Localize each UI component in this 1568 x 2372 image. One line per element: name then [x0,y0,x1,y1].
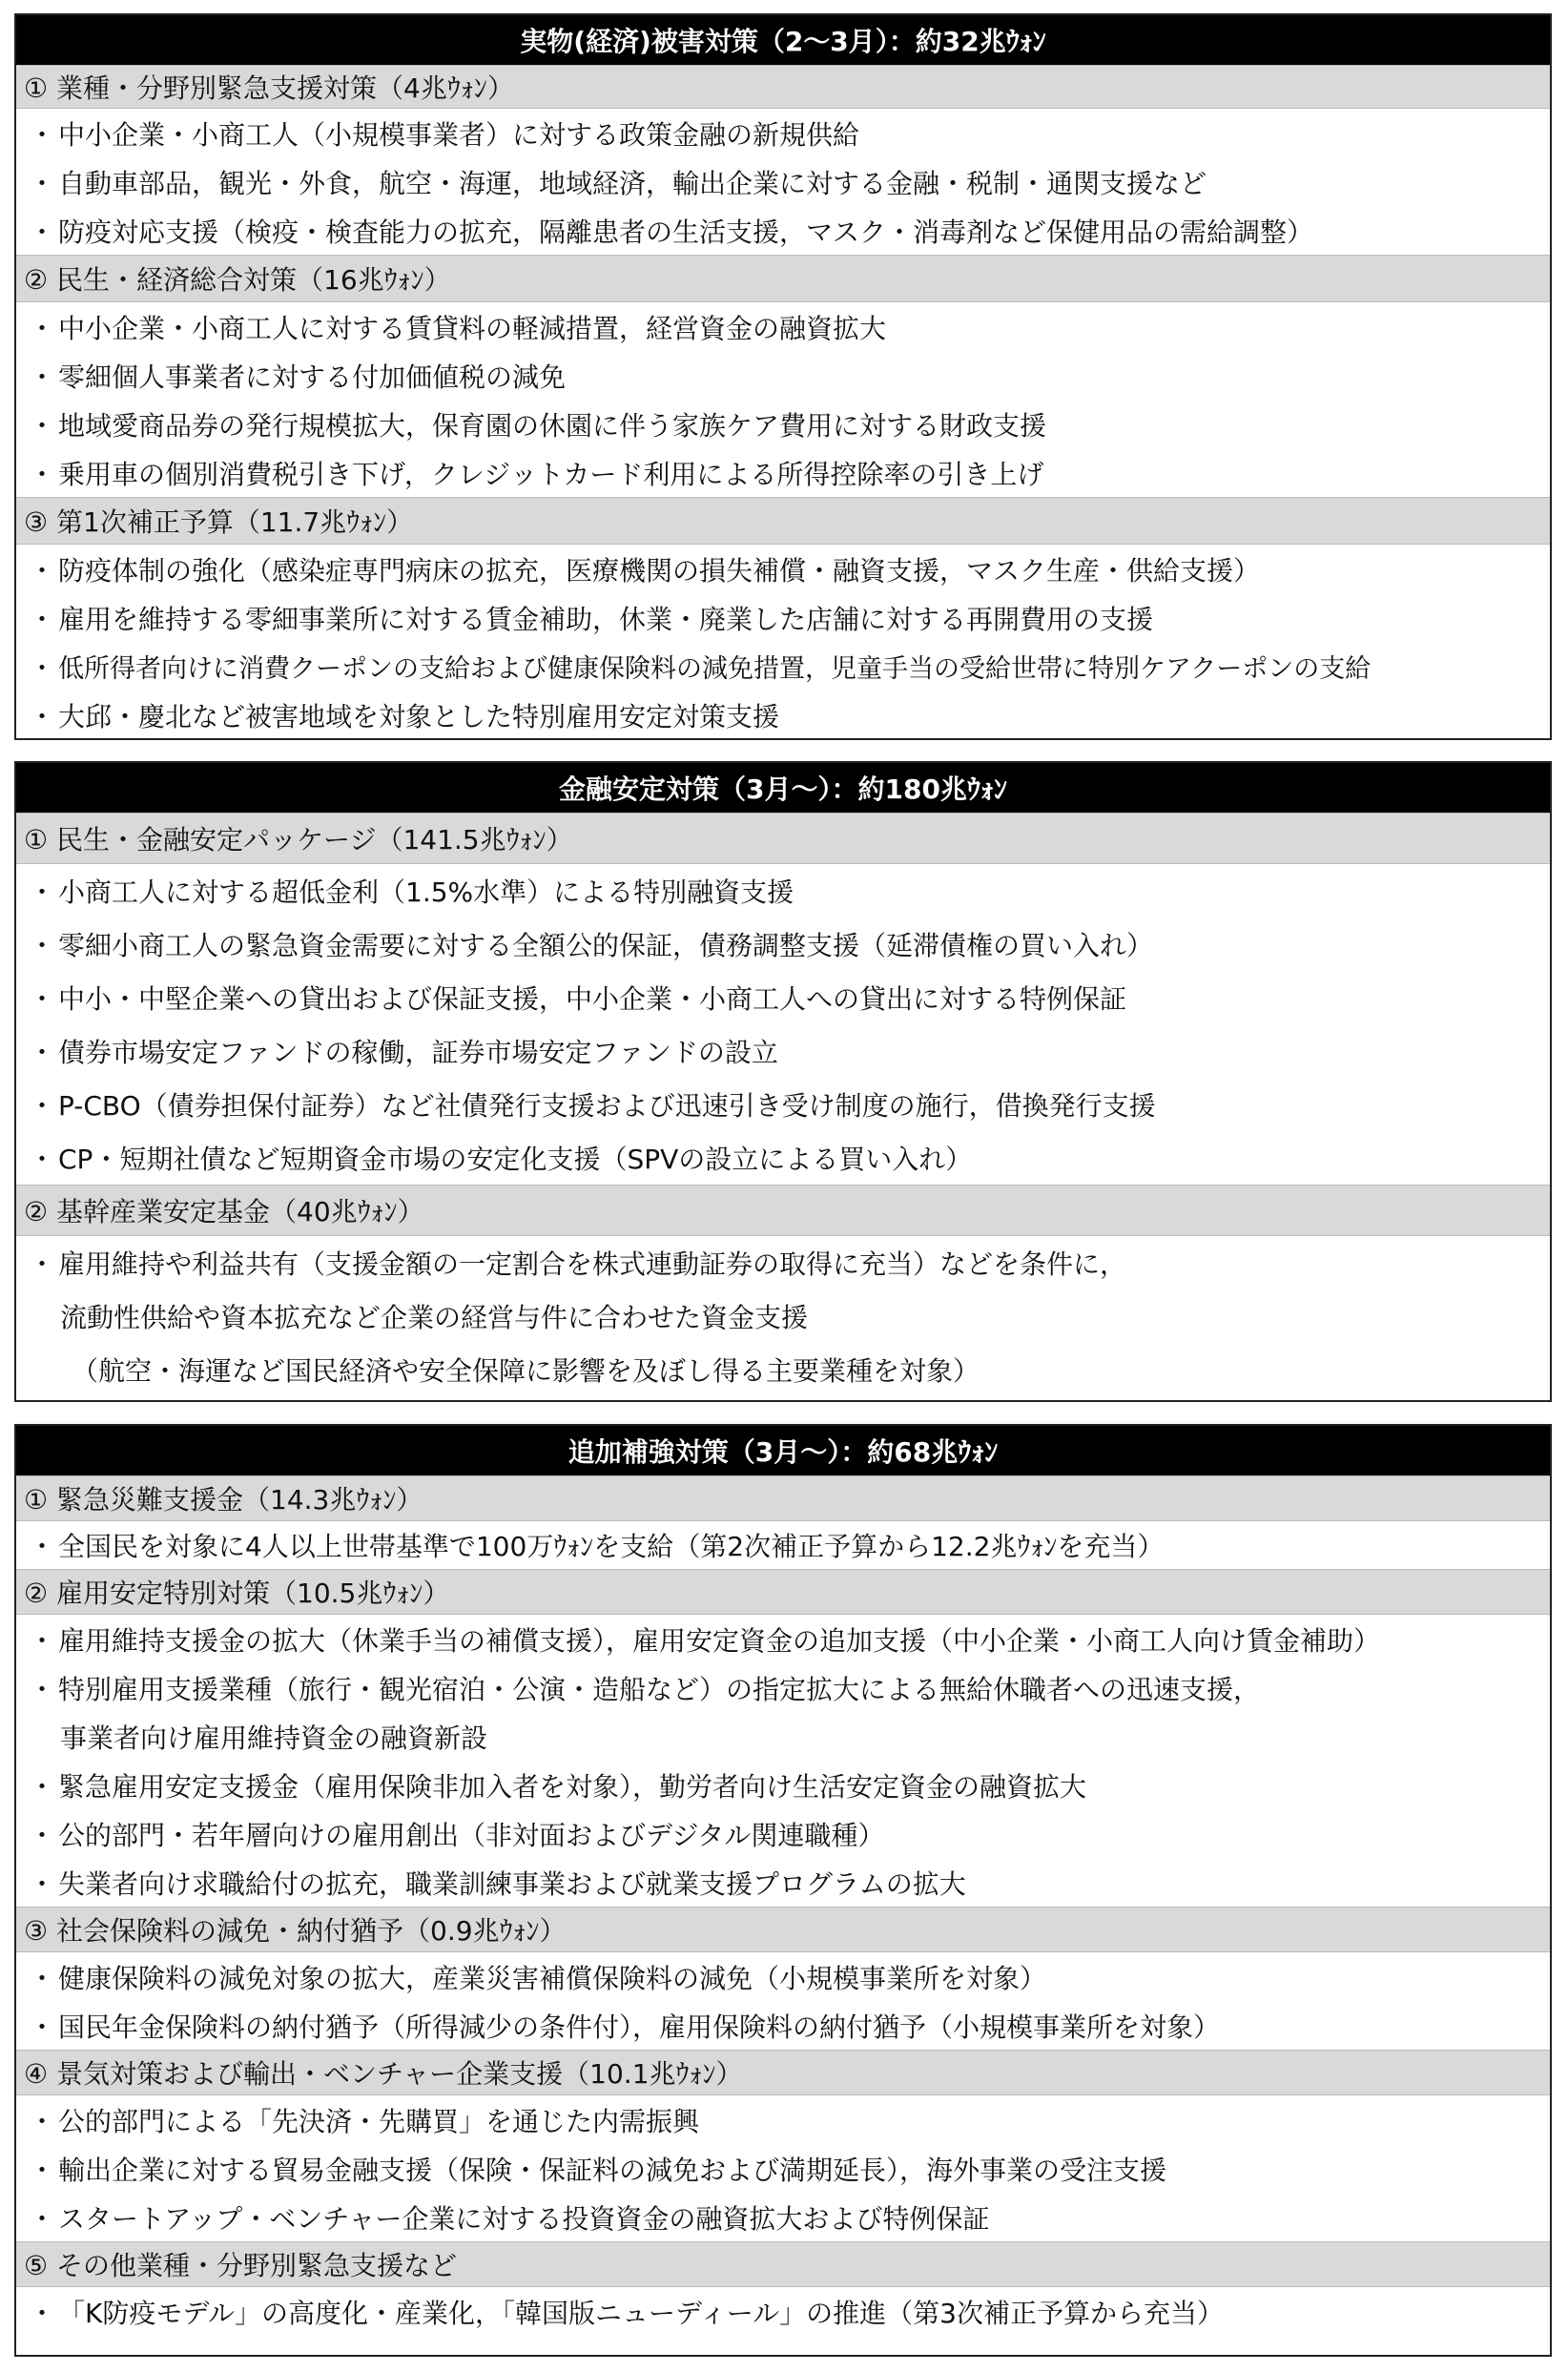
list-item: ・ 乗用車の個別消費税引き下げ，クレジットカード利用による所得控除率の引き上げ [28,458,1044,490]
list-item: ・ 防疫体制の強化（感染症専門病床の拡充，医療機関の損失補償・融資支援，マスク生産・供給支援） [28,554,1261,587]
list-item: ・ 零細小商工人の緊急資金需要に対する全額公的保証，債務調整支援（延滞債権の買い入れ） [28,930,1154,961]
section-head: ③ 第1次補正予算（11.7兆ｳｫﾝ） [16,497,1550,545]
list-item: ・ 失業者向け求職給付の拡充，職業訓練事業および就業支援プログラムの拡大 [28,1867,966,1900]
list-item: ・ 中小企業・小商工人に対する賃貸料の軽減措置，経営資金の融資拡大 [28,312,887,344]
list-item: ・ 全国民を対象に4人以上世帯基準で100万ｳｫﾝを支給（第2次補正予算から12.2兆ｳｫﾝを充当） [28,1531,1165,1562]
list-item: ・ 債券市場安定ファンドの稼働，証券市場安定ファンドの設立 [28,1037,778,1068]
section-head: ① 業種・分野別緊急支援対策（4兆ｳｫﾝ） [16,65,1550,109]
list-item: ・ 小商工人に対する超低金利（1.5%水準）による特別融資支援 [28,877,794,908]
section-head: ③ 社会保険料の減免・納付猶予（0.9兆ｳｫﾝ） [16,1907,1550,1952]
section-head: ② 雇用安定特別対策（10.5兆ｳｫﾝ） [16,1569,1550,1615]
list-item: ・ P-CBO（債券担保付証券）など社債発行支援および迅速引き受け制度の施行，借換発行支援 [28,1090,1156,1122]
list-item: ・ 特別雇用支援業種（旅行・観光宿泊・公演・造船など）の指定拡大による無給休職者への迅速支援， [28,1673,1261,1705]
list-item: ・ 地域愛商品券の発行規模拡大，保育園の休園に伴う家族ケア費用に対する財政支援 [28,409,1047,442]
list-item: ・ CP・短期社債など短期資金市場の安定化支援（SPVの設立による買い入れ） [28,1144,973,1175]
box-title: 追加補強対策（3月～）：約68兆ｳｫﾝ [16,1426,1550,1475]
box-real-economy-measures [14,13,1552,740]
list-item: ・ 公的部門による「先決済・先購買」を通じた内需振興 [28,2105,700,2137]
list-item: ・ 公的部門・若年層向けの雇用創出（非対面およびデジタル関連職種） [28,1819,885,1851]
list-item: ・ 中小・中堅企業への貸出および保証支援，中小企業・小商工人への貸出に対する特例保証 [28,983,1127,1015]
list-item: ・ 健康保険料の減免対象の拡大，産業災害補償保険料の減免（小規模事業所を対象） [28,1962,1047,1994]
section-head: ① 緊急災難支援金（14.3兆ｳｫﾝ） [16,1475,1550,1521]
list-item: ・ 防疫対応支援（検疫・検査能力の拡充，隔離患者の生活支援，マスク・消毒剤など保健用品の需給調整） [28,216,1314,248]
section-head: ① 民生・金融安定パッケージ（141.5兆ｳｫﾝ） [16,813,1550,864]
box-additional-measures [14,1424,1552,2357]
section-head: ⑤ その他業種・分野別緊急支援など [16,2241,1550,2287]
list-item: ・ 緊急雇用安定支援金（雇用保険非加入者を対象），勤労者向け生活安定資金の融資拡大 [28,1770,1087,1803]
section-head: ② 基幹産業安定基金（40兆ｳｫﾝ） [16,1185,1550,1236]
list-item-continuation: 事業者向け雇用維持資金の融資新設 [60,1722,488,1754]
list-item: ・ 国民年金保険料の納付猶予（所得減少の条件付），雇用保険料の納付猶予（小規模事業所を対象） [28,2011,1221,2043]
list-item: ・ 自動車部品，観光・外食，航空・海運，地域経済，輸出企業に対する金融・税制・通関支援など [28,167,1207,199]
section-head: ② 民生・経済総合対策（16兆ｳｫﾝ） [16,255,1550,302]
section-head: ④ 景気対策および輸出・ベンチャー企業支援（10.1兆ｳｫﾝ） [16,2050,1550,2095]
list-item: ・ 低所得者向けに消費クーポンの支給および健康保険料の減免措置，児童手当の受給世帯に特別ケアクーポンの支給 [29,654,1372,684]
list-item: ・ 雇用維持支援金の拡大（休業手当の補償支援），雇用安定資金の追加支援（中小企業・小商工人向け賃金補助） [28,1624,1381,1657]
list-item: ・ 輸出企業に対する貿易金融支援（保険・保証料の減免および満期延長），海外事業の受注支援 [28,2154,1167,2186]
box-title: 実物(経済)被害対策（2～3月）：約32兆ｳｫﾝ [16,15,1550,65]
list-item: ・ 大邱・慶北など被害地域を対象とした特別雇用安定対策支援 [28,700,780,732]
list-item: ・ 雇用を維持する零細事業所に対する賃金補助，休業・廃業した店舗に対する再開費用の支援 [28,603,1154,635]
list-item-continuation: 流動性供給や資本拡充など企業の経営与件に合わせた資金支援 [60,1302,809,1333]
box-title: 金融安定対策（3月～）：約180兆ｳｫﾝ [16,763,1550,813]
list-item: ・ 「K防疫モデル」の高度化・産業化，「韓国版ニューディール」の推進（第3次補正予算から充当） [28,2297,1224,2329]
box-financial-stability-measures [14,761,1552,1402]
list-item-continuation: （航空・海運など国民経済や安全保障に影響を及ぼし得る主要業種を対象） [72,1355,980,1387]
list-item: ・ スタートアップ・ベンチャー企業に対する投資資金の融資拡大および特例保証 [28,2202,990,2235]
list-item: ・ 零細個人事業者に対する付加価値税の減免 [28,361,567,393]
list-item: ・ 雇用維持や利益共有（支援金額の一定割合を株式連動証券の取得に充当）などを条件に， [28,1248,1127,1280]
list-item: ・ 中小企業・小商工人（小規模事業者）に対する政策金融の新規供給 [28,118,860,151]
